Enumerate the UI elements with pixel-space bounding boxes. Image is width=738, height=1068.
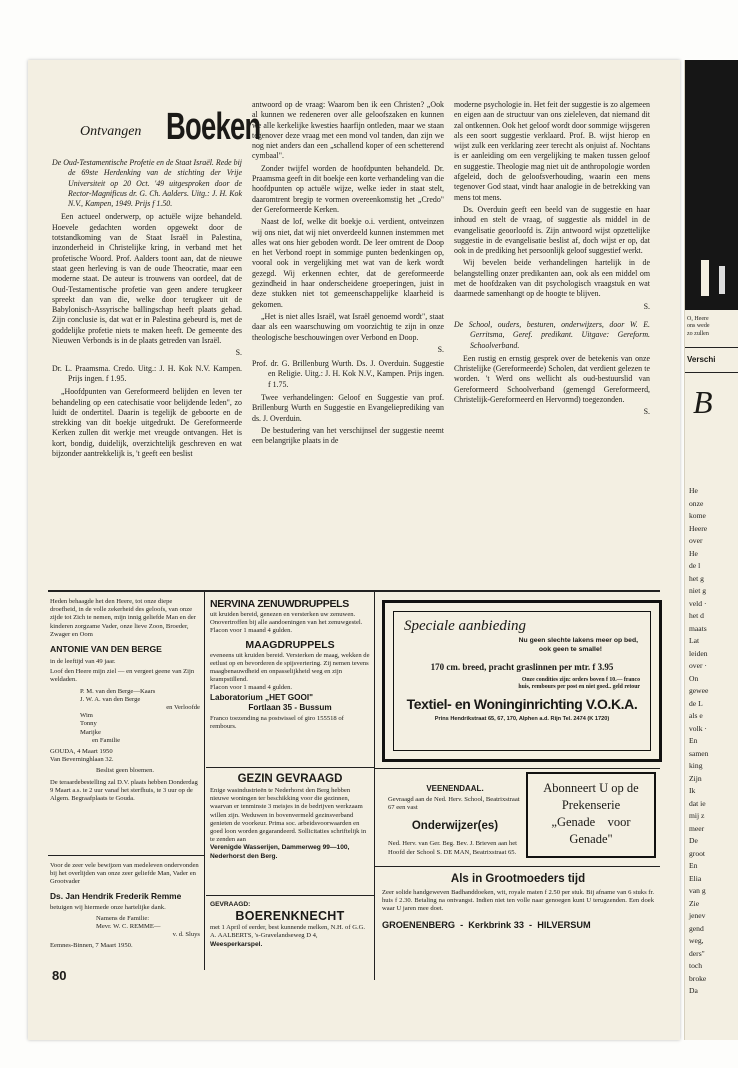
death-notice-burial: De teraardebestelling zal D.V. plaats hebben Donderdag 9 Maart a.s. te 2 uur vanaf het sterfhuis, te 3 uur op de Algem. Begraafplaats te Gouda. bbox=[50, 778, 198, 803]
next-page-line: het d bbox=[689, 611, 704, 620]
speciale-sub-2: ook geen te smalle! bbox=[538, 645, 602, 653]
gezin-text: Enige wasindustrieën te Nederhorst den Berg hebben nieuwe woningen ter beschikking voor die gezinnen, waarvan er tenminste 3 meisjes in de bedrijven werkzaam willen zijn. Weduwen in bovenvermeld gezinsverband genieten de voorkeur. Prima soc. arbeidsvoorwaarden en goed loon worden gegarandeerd. Sollicitaties schriftelijk in te zenden aan bbox=[210, 787, 367, 844]
ad-inner-frame bbox=[393, 611, 651, 751]
veenendaal-text: Gevraagd aan de Ned. Herv. School, Beatrixstraat 67 een vast bbox=[388, 796, 520, 812]
death-notice-intro: Heden behaagde het den Heere, tot onze diepe droefheid, in de volle zekerheid des geloofs, van onze zijde tot Zich te nemen, mijn innig geliefde Man en der kinderen zorgzame Vader, onze lieve Zoon, Broeder, Zwager en Oom bbox=[50, 598, 196, 638]
gezin-company: Verenigde Wasserijen, Dammerweg 99—100, Nederhorst den Berg. bbox=[210, 844, 350, 860]
next-page-caption bbox=[687, 316, 710, 338]
boerenknecht-place: Weesperkarspel. bbox=[210, 940, 263, 948]
col2-paragraph-2: Zonder twijfel worden de hoofdpunten behandeld. Dr. Praamsma geeft in dit boekje een korte verhandeling van die hoofdpunten op actuële wijze, welke ieder in staat stelt, daaromtrent bregip te vormen overeenkomstig het „Credo" der Gereformeerde Kerken. bbox=[252, 163, 444, 214]
ad-divider bbox=[206, 895, 374, 896]
next-page-rule bbox=[685, 372, 738, 373]
next-page-line: volk · bbox=[689, 723, 707, 733]
ad-veenendaal bbox=[388, 784, 522, 857]
speciale-conditions-1: Onze condities zijn: orders boven f 10.— franco bbox=[521, 677, 640, 683]
family-line: Wim bbox=[80, 712, 93, 720]
next-page-image bbox=[685, 60, 738, 310]
family-line: v. d. Sluys bbox=[172, 931, 200, 939]
col3-paragraph-3: Wij bevelen beide verhandelingen hartelijk in de belangstelling onzer predikanten aan, ook als een middel om met de hoofdzaken van dit psychologisch vraagstuk en wat daarmede samenhangt op de hoogte te blijven. bbox=[454, 258, 650, 299]
ad-divider bbox=[374, 768, 660, 769]
next-page-line: En bbox=[689, 736, 698, 745]
family-line: Mevr. W. C. REMME— bbox=[96, 923, 161, 931]
next-page-line: over · bbox=[689, 661, 707, 670]
page-number: 80 bbox=[52, 968, 67, 983]
ad-divider bbox=[48, 855, 204, 856]
review-1-signature: S. bbox=[235, 348, 242, 358]
next-page-line: als e bbox=[689, 711, 703, 720]
next-page-line: ders" bbox=[689, 948, 705, 958]
thanks-notice-intro: Voor de zeer vele bewijzen van medeleven ondervonden bij het overlijden van onze zeer geliefde Man, Vader en Grootvader bbox=[50, 862, 199, 886]
review-2-body: „Hoofdpunten van Gereformeerd belijden en leven ter behandeling op een catechisatie voor belijdende leden", zo luidt de ondertitel. Daarin is tegelijk de geboorte en de strekking van dit boekje uitgedrukt. De Gereformeerde Kerken zullen dit werkje met vreugde ontvangen. Het is kort, bondig, duidelijk, overzichtelijk geschreven en wat bijzonder aantrekkelijk is, 't geeft een beslist bbox=[52, 387, 242, 459]
ad-grootmoeders-tijd bbox=[382, 872, 654, 931]
ad-nervina bbox=[210, 598, 370, 731]
image-detail bbox=[701, 260, 709, 296]
column-3 bbox=[454, 100, 650, 420]
magazine-page bbox=[28, 60, 680, 1040]
voka-company: Textiel- en Woninginrichting V.O.K.A. bbox=[406, 696, 638, 712]
ads-top-rule bbox=[48, 590, 660, 592]
next-page-line: over bbox=[689, 536, 703, 545]
caption-line: O, Heere bbox=[687, 316, 709, 322]
abonneert-text bbox=[528, 780, 654, 848]
abonneert-line-1: Abonneert U op de bbox=[543, 781, 639, 795]
boerenknecht-label: GEVRAAGD: bbox=[210, 901, 251, 908]
thanks-notice-remme bbox=[50, 862, 200, 951]
next-page-line: Da bbox=[689, 986, 698, 995]
heading-ontvangen: Ontvangen bbox=[80, 124, 142, 139]
ad-divider bbox=[374, 866, 660, 867]
next-page-line: toch bbox=[689, 961, 703, 970]
next-page-rule bbox=[685, 347, 738, 348]
next-page-line: kome bbox=[689, 511, 706, 520]
review-3-source: Prof. dr. G. Brillenburg Wurth. Ds. J. Overduin. Suggestie en Religie. Uitg.: J. H. Kok N.V., Kampen. Prijs ingen. f 1.75. bbox=[252, 359, 444, 389]
col2-paragraph-1: antwoord op de vraag: Waarom ben ik een Christen? „Ook al kunnen we redeneren over alle geloofszaken en kunnen we alle kerkelijke kwesties haarfijn ontleden, maar we staan tegenover deze vraag met een mond vol tanden, dan zijn we nog niet anders dan een „schallend koper of een schetterend cymbaal". bbox=[252, 100, 444, 161]
col3-signature-2: S. bbox=[643, 407, 650, 417]
caption-line: ons wede bbox=[687, 323, 710, 330]
next-page-line: gewee bbox=[689, 686, 709, 695]
next-page-line: En bbox=[689, 861, 698, 870]
death-notice-address: Van Beverninghlaan 32. bbox=[50, 756, 114, 764]
death-notice-name: ANTONIE VAN DEN BERGE bbox=[50, 644, 162, 655]
nervina-postage: Franco toezending na postwissel of giro 155518 of rembours. bbox=[210, 714, 344, 730]
next-page-line: dat ie bbox=[689, 798, 706, 808]
laboratorium-name: Laboratorium „HET GOOI" bbox=[210, 692, 314, 702]
death-notice-flowers: Beslist geen bloemen. bbox=[95, 767, 155, 775]
veenendaal-job: Onderwijzer(es) bbox=[411, 820, 499, 833]
section-heading bbox=[80, 106, 280, 146]
boerenknecht-contact: A. AALBERTS, 's-Gravelandseweg D 4, bbox=[210, 932, 318, 940]
speciale-sub-1: Nu geen slechte lakens meer op bed, bbox=[518, 637, 638, 644]
abonneert-line-4: Genade" bbox=[569, 832, 613, 846]
death-notice-age: in de leeftijd van 49 jaar. bbox=[50, 658, 116, 666]
family-line: Marijke bbox=[80, 728, 101, 736]
boerenknecht-title: BOERENKNECHT bbox=[235, 909, 345, 924]
col2-signature: S. bbox=[437, 344, 444, 354]
next-page-line: He bbox=[689, 548, 698, 558]
next-page-line: He bbox=[689, 486, 698, 495]
next-page-line: de l bbox=[689, 561, 701, 570]
next-page-line: de L bbox=[689, 698, 703, 708]
grootmoeders-text: Zeer solide handgeweven Badhanddoeken, wit, royale maten f 2.50 per stuk. Bij afname van 6 stuks fr. huis f 2.30. Betaling na ontvangst. Indien niet ten volle naar genoegen kunt U terugzenden. Een doek waar U jaren mee doet. bbox=[382, 889, 654, 913]
gezin-title: GEZIN GEVRAAGD bbox=[237, 773, 343, 785]
death-notice-verse: Loof den Heere mijn ziel — en vergeet geene van Zijn weldaden. bbox=[50, 668, 195, 684]
column-2 bbox=[252, 100, 444, 449]
veenendaal-title: VEENENDAAL. bbox=[426, 784, 484, 793]
next-page-initial: B bbox=[693, 384, 713, 420]
death-notice-place: GOUDA, 4 Maart 1950 bbox=[50, 748, 113, 756]
thanks-notice-place: Eemnes-Binnen, 7 Maart 1950. bbox=[50, 942, 133, 950]
next-page-line: Zijn bbox=[689, 773, 702, 783]
ad-divider bbox=[206, 767, 374, 768]
next-page-line: broke bbox=[689, 973, 707, 983]
nervina-text: uit kruiden bereid, genezen en versterken uw zenuwen. Onovertroffen bij alle aandoeningen van het zenuwgestel. Flacon voor 1 maand 4 gulden. bbox=[210, 611, 363, 635]
next-page-line: meer bbox=[689, 823, 705, 833]
death-notice-family bbox=[50, 688, 200, 745]
review-1-source: De Oud-Testamentische Profetie en de Staat Israël. Rede bij de 69ste Herdenking van de stichting der Vrije Universiteit op 20 Oct. '49 uitgesproken door de Rector-Magnificus dr. G. Ch. Aalders. Uitg.: J. H. Kok N.V., Kampen, 1949. Prijs f 1.50. bbox=[52, 158, 242, 209]
family-line: P. M. van den Berge—Kaars bbox=[80, 687, 156, 695]
laboratorium-address: Fortlaan 35 - Bussum bbox=[248, 702, 332, 712]
maagdruppels-text: eveneens uit kruiden bereid. Versterken de maag, wekken de eetlust op en bevorderen de spijsvertering. Zij nemen tevens maagbenauwdheid en onpasselijkheid weg en zijn krampstillend. bbox=[210, 651, 370, 684]
maagdruppels-price: Flacon voor 1 maand 4 gulden. bbox=[210, 684, 293, 692]
family-line: en Verloofde bbox=[166, 704, 200, 712]
next-page-line: samen bbox=[689, 748, 709, 758]
col2-paragraph-6: De bestudering van het verschijnsel der suggestie neemt een belangrijke plaats in de bbox=[252, 425, 444, 446]
next-page-line: Zie bbox=[689, 898, 700, 908]
review-2-source: Dr. L. Praamsma. Credo. Uitg.: J. H. Kok N.V. Kampen. Prijs ingen. f 1.95. bbox=[52, 363, 242, 383]
speciale-title: Speciale aanbieding bbox=[404, 618, 527, 634]
next-page-line: mij z bbox=[689, 811, 705, 820]
thanks-notice-text: betuigen wij hiermede onze hartelijke dank. bbox=[50, 903, 166, 911]
death-notice-berge bbox=[50, 598, 200, 803]
col3-paragraph-2: Ds. Overduin geeft een beeld van de suggestie en haar inhoud en stelt de vraag, of suggestie als middel in de evangelisatie geoorloofd is. Zijn antwoord wijst opzettelijke suggestie in de evangelisatie beslist af, doch wijst er op, dat ook in de prediking het persoonlijk geloof suggestief werkt. bbox=[454, 204, 650, 256]
col3-paragraph-1: moderne psychologie in. Het feit der suggestie is zo algemeen en eigen aan de structuur van ons zieleleven, dat niemand dit zal ontkennen. Ook het geloof wordt door sommige wijsgeren als een soort suggestie verklaard. Prof. B. wijst hierop en wijst zulk een verklaring zeer terecht als onjuist af. Nochtans is er aanleiding om een vergelijking te maken tussen geloof en suggestie. Theologie mag niet uit de anthropologie worden afgeleid, doch de geloofsverhouding, waarin een mens tegenover God staat, vindt haar analogie in de betrekking van mens tot mens. bbox=[454, 100, 650, 202]
col2-paragraph-5: Twee verhandelingen: Geloof en Suggestie van prof. Brillenburg Wurth en Suggestie en Evangelieprediking van ds. J. Overduin. bbox=[252, 393, 444, 423]
speciale-conditions-2: huis, rembours per post en niet goed.. geld retour bbox=[518, 684, 640, 690]
column-1 bbox=[52, 158, 242, 461]
image-detail bbox=[719, 266, 725, 294]
col2-paragraph-3: Naast de lof, welke dit boekje o.i. verdient, ontveinzen wij ons niet, dat wij niet onverdeeld kunnen instemmen met alles wat ons hier geboden wordt. De leer omtrent de Doop en het Verbond roept in sommige punten bedenkingen op, vooral ook in vergelijking met wat van de kerk wordt gezegd. Wij erkennen echter, dat de gereformeerde gezindheid in haar onderscheidene groeperingen, juist in deze stukken niet tot gemeenschappelijke klaarheid is gekomen. bbox=[252, 217, 444, 309]
grootmoeders-title: Als in Grootmoeders tijd bbox=[450, 873, 586, 885]
abonneert-line-2: Prekenserie bbox=[561, 798, 621, 812]
family-line: J. W. A. van den Berge bbox=[80, 695, 141, 703]
next-page-line: Lat bbox=[689, 636, 700, 645]
speciale-offer: 170 cm. breed, pracht graslinnen per mtr. f 3.95 bbox=[430, 662, 614, 672]
next-page-line: maats bbox=[689, 623, 707, 633]
boerenknecht-text: met 1 April of eerder, best kunnende melken, N.H. of G.G. bbox=[210, 924, 366, 932]
ad-speciale-aanbieding bbox=[382, 600, 662, 762]
next-page-line: De bbox=[689, 836, 698, 845]
next-page-line: Ik bbox=[689, 786, 696, 795]
veenendaal-apply: Ned. Herv. van Ger. Beg. Bev. J. Brieven aan het Hoofd der School S. DE MAN, Beatrixstraat 65. bbox=[388, 840, 517, 856]
next-page-line: jenev bbox=[689, 911, 706, 920]
next-page-line: weg, bbox=[689, 936, 704, 945]
grootmoeders-footer: GROENENBERG - Kerkbrink 33 - HILVERSUM bbox=[382, 919, 591, 930]
ad-abonneert bbox=[526, 772, 656, 858]
thanks-notice-family bbox=[50, 915, 200, 940]
next-page-line: king bbox=[689, 761, 703, 770]
next-page-line: On bbox=[689, 673, 699, 683]
next-page-line: Heere bbox=[689, 523, 708, 533]
col2-paragraph-4: „Het is niet alles Israël, wat Israël genoemd wordt", staat daar als een waarschuwing om voorzichtig te zijn in onze theologische beschouwingen over Verbond en Doop. bbox=[252, 311, 444, 342]
review-1-body: Een actueel onderwerp, op actuële wijze behandeld. Hoevele gedachten worden opgewekt door de totstandkoming van de Staat Israël in Palestina, inzonderheid in Christelijke kring, in verband met het profetische Woord. Prof. Aalders toont aan, dat de nieuwe staat geen herleving is van de oude Theocratie, maar een moderne staat. De auteur is trouwens van oordeel, dat de Oud-Testamentische profetie van geen andere terugkeer spreekt dan van die, welke door terugkeer uit de Babylonisch-Assyrische ballingschap heeft plaats gehad. Zijn conclusie is, dat wat er in Palestina gebeurd is, met de goddelijke profetie niets te maken heeft. De gemeente des Nieuwen Verbonds is in de plaats getreden van Israël. bbox=[52, 212, 242, 346]
next-page-line: niet g bbox=[689, 586, 707, 595]
next-page-section: Verschi bbox=[687, 355, 716, 364]
next-page-line: groot bbox=[689, 848, 706, 858]
family-line: Namens de Familie: bbox=[96, 914, 150, 922]
abonneert-line-3: „Genade voor bbox=[551, 815, 631, 829]
next-page-line: leiden bbox=[689, 648, 708, 658]
col3-signature-1: S. bbox=[643, 301, 650, 311]
next-page-line: gend bbox=[689, 923, 704, 933]
next-page-line: onze bbox=[689, 498, 704, 508]
ad-gezin-gevraagd bbox=[210, 772, 370, 861]
caption-line: zo zullen bbox=[687, 330, 709, 337]
ad-vertical-rule bbox=[204, 590, 205, 970]
ad-boerenknecht bbox=[210, 901, 370, 949]
review-4-source: De School, ouders, besturen, onderwijzers, door W. E. Gerritsma, Geref. predikant. Uitgave: Gereform. Schoolverband. bbox=[454, 319, 650, 350]
voka-address: Prins Hendrikstraat 65, 67, 170, Alphen a.d. Rijn Tel. 2474 (K 1720) bbox=[434, 716, 610, 722]
ad-vertical-rule bbox=[374, 590, 375, 980]
family-line: Tonny bbox=[80, 720, 97, 728]
thanks-notice-name: Ds. Jan Hendrik Frederik Remme bbox=[50, 890, 182, 901]
nervina-title: NERVINA ZENUWDRUPPELS bbox=[210, 598, 349, 610]
next-page-line: van g bbox=[689, 886, 706, 895]
maagdruppels-title: MAAGDRUPPELS bbox=[245, 638, 335, 651]
heading-boeken: Boeken bbox=[166, 106, 261, 148]
next-page-line: Elia bbox=[689, 873, 702, 883]
next-page-line: veld · bbox=[689, 598, 707, 608]
col3-paragraph-4: Een rustig en ernstig gesprek over de betekenis van onze Christelijke (Gereformeerde) Scholen, dat verdient gelezen te worden. 't Werd ons wellicht als oud-bestuurslid van Gereformeerd Schoolverband (gemengd Gereformeerd, Christelijk-Gereformeerd en Hervormd) toegezonden. bbox=[454, 353, 650, 405]
next-page-edge bbox=[684, 60, 738, 1040]
family-line: en Familie bbox=[92, 736, 121, 744]
next-page-line: het g bbox=[689, 573, 704, 583]
